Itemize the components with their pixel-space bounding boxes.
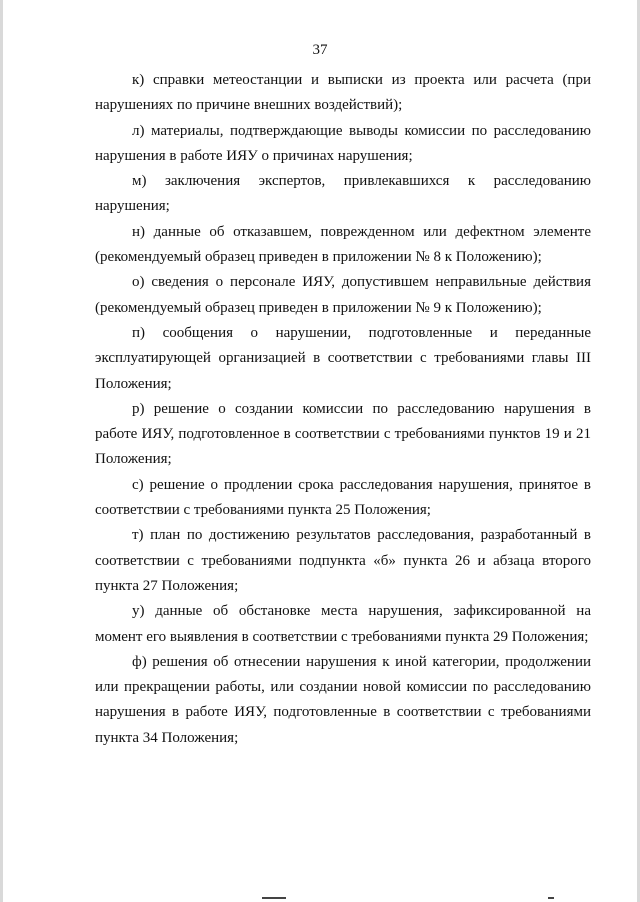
paragraph-n: н) данные об отказавшем, поврежденном или дефектном элементе (рекомендуемый образец приведен в приложении № 8 к Положению);: [95, 223, 591, 266]
paragraph-s: с) решение о продлении срока расследования нарушения, принятое в соответствии с требованиями пункта 25 Положения;: [95, 476, 591, 519]
paragraph-t: т) план по достижению результатов расследования, разработанный в соответствии с требованиями подпункта «б» пункта 26 и абзаца второго пункта 27 Положения;: [95, 527, 591, 594]
paragraph-r: р) решение о создании комиссии по расследованию нарушения в работе ИЯУ, подготовленное в соответствии с требованиями пунктов 19 и 21 Положения;: [95, 400, 591, 468]
paragraph-l: л) материалы, подтверждающие выводы комиссии по расследованию нарушения в работе ИЯУ о причинах нарушения;: [95, 122, 591, 164]
paragraph-u: у) данные об обстановке места нарушения, зафиксированной на момент его выявления в соответствии с требованиями пункта 29 Положения;: [95, 603, 591, 645]
paragraph-k: к) справки метеостанции и выписки из проекта или расчета (при нарушениях по причине внешних воздействий);: [95, 72, 591, 114]
paragraph-f: ф) решения об отнесении нарушения к иной категории, продолжении или прекращении работы, или создании новой комиссии по расследованию нарушения в работе ИЯУ, подготовленные в соответствии с требованиями пункта 34 Положения;: [95, 653, 591, 746]
scan-edge-left: [0, 0, 3, 902]
document-body: [95, 68, 591, 751]
scan-artifact-mark: [262, 897, 286, 899]
paragraph-o: о) сведения о персонале ИЯУ, допустившем неправильные действия (рекомендуемый образец приведен в приложении № 9 к Положению);: [95, 274, 591, 316]
scan-artifact-mark: [548, 897, 554, 899]
paragraph-p: п) сообщения о нарушении, подготовленные и переданные эксплуатирующей организацией в соответствии с требованиями главы III Положения;: [95, 324, 591, 392]
page-number: 37: [312, 42, 328, 58]
paragraph-m: м) заключения экспертов, привлекавшихся к расследованию нарушения;: [95, 173, 591, 215]
